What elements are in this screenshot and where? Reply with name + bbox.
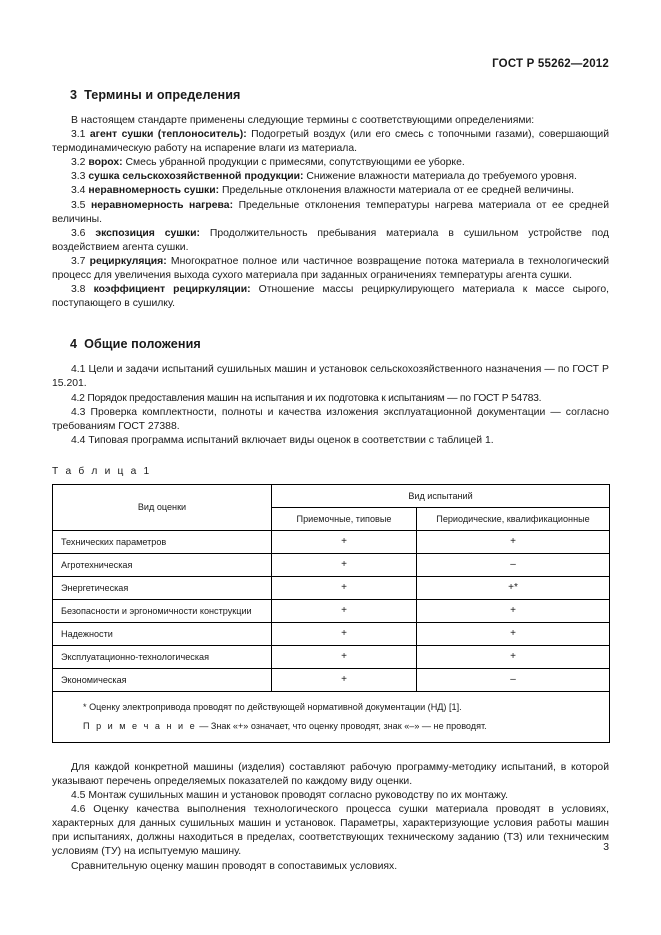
evaluation-types-table [52,484,610,743]
term-3-4 [52,184,609,198]
row-label: Надежности [53,622,272,645]
row-periodic-mark: + [417,622,610,645]
term-definition: Предельные отклонения влажности материала от ее средней величины. [222,185,575,197]
row-periodic-mark: +* [417,576,610,599]
row-label: Эксплуатационно-технологическая [53,645,272,668]
clause-4-2: 4.2 Порядок предоставления машин на испытания и их подготовка к испытаниям — по ГОСТ Р 54783. [71,392,542,404]
table-footnote-row [53,691,610,742]
clause-4-6: 4.6 Оценку качества выполнения технологического процесса сушки материала проводят в условиях, характерных для данных сушильных машин и установок. Параметры, характеризующие условия работы машин при испытаниях, должны находиться в пределах, соответствующих техническому заданию (ТЗ) или техническим условиям (ТУ) на испытуемую машину. [52,804,609,858]
term-num: 3.2 [71,157,86,169]
table-row [53,668,610,691]
table-row [53,645,610,668]
table-row [53,576,610,599]
term-num: 3.3 [71,171,86,183]
row-acceptance-mark: + [272,553,417,576]
table-footnote-text: * Оценку электропривода проводят по действующей нормативной документации (НД) [1]. [83,701,462,712]
term-label: рециркуляция: [89,255,167,267]
table-note-label: П р и м е ч а н и е [83,720,197,731]
term-3-8 [52,283,609,311]
term-label: коэффициент рециркуляции: [93,284,251,296]
term-3-7 [52,255,609,283]
table-row [53,599,610,622]
header-acceptance-typical: Приемочные, типовые [272,507,417,530]
header-periodic-qualification: Периодические, квалификационные [417,507,610,530]
para-comparative-evaluation: Сравнительную оценку машин проводят в сопоставимых условиях. [71,860,398,872]
section3-intro: В настоящем стандарте применены следующие термины с соответствующими определениями: [71,115,535,126]
row-acceptance-mark: + [272,530,417,553]
term-definition: Предельные отклонения температуры нагрева материала от ее средней величины. [52,199,610,225]
row-acceptance-mark: + [272,599,417,622]
clause-4-4: 4.4 Типовая программа испытаний включает виды оценок в соответствии с таблицей 1. [71,434,494,446]
term-3-5 [52,199,609,227]
section-number-4: 4 [70,337,78,352]
term-3-2 [52,156,609,170]
table-row [53,530,610,553]
term-label: экспозиция сушки: [95,227,200,239]
table-note-text: — Знак «+» означает, что оценку проводят, знак «–» — не проводят. [199,720,487,731]
row-label: Безопасности и эргономичности конструкции [53,599,272,622]
row-label: Агротехническая [53,553,272,576]
term-3-6 [52,227,609,255]
term-num: 3.6 [71,227,86,239]
term-num: 3.8 [71,284,86,296]
row-acceptance-mark: + [272,576,417,599]
clause-4-5: 4.5 Монтаж сушильных машин и установок проводят согласно руководству по их монтажу. [71,790,508,802]
term-definition: Отношение массы рециркулирующего материала к массе сырого, поступающего в сушилку. [52,284,610,310]
clause-4-1: 4.1 Цели и задачи испытаний сушильных машин и установок сельскохозяйственного назначения — по ГОСТ Р 15.201. [52,364,609,390]
row-periodic-mark: – [417,553,610,576]
term-definition: Подогретый воздух (или его смесь с топочными газами), совершающий термодинамическую работу на испарение влаги из материала. [52,129,609,155]
header-evaluation-type: Вид оценки [53,484,272,530]
running-header: ГОСТ Р 55262—2012 [492,58,609,70]
section-title-3: Термины и определения [84,88,241,102]
table-header-row-1 [53,484,610,507]
term-definition: Многократное полное или частичное возвращение потока материала в технологический процесс для увеличения выхода сухого материала при заданных ограничениях температуры агента сушки. [52,255,609,282]
table-footnote-cell [53,691,610,742]
term-num: 3.5 [71,199,86,211]
table-row [53,622,610,645]
page-content [52,88,609,874]
row-periodic-mark: + [417,530,610,553]
row-label: Экономическая [53,668,272,691]
para-after-table-1: Для каждой конкретной машины (изделия) составляют рабочую программу-методику испытаний, в которой указывают перечень определяемых показателей по каждому виду оценки. [52,761,609,787]
term-num: 3.7 [71,255,86,267]
row-acceptance-mark: + [272,668,417,691]
section-heading-4 [52,337,609,351]
page-number: 3 [603,842,609,853]
section-number-3: 3 [70,88,78,102]
table-row [53,553,610,576]
term-definition: Смесь убранной продукции с примесями, сопутствующими ее уборке. [125,157,465,169]
term-label: неравномерность сушки: [88,185,220,197]
row-acceptance-mark: + [272,622,417,645]
row-label: Технических параметров [53,530,272,553]
section-heading-3 [52,88,609,102]
table-caption: Т а б л и ц а 1 [52,465,152,477]
term-definition: Снижение влажности материала до требуемого уровня. [306,171,577,183]
header-test-type-group: Вид испытаний [272,484,610,507]
row-periodic-mark: + [417,645,610,668]
table-note [83,718,599,734]
term-num: 3.1 [71,129,86,141]
row-periodic-mark: + [417,599,610,622]
term-label: сушка сельскохозяйственной продукции: [88,171,304,183]
row-label: Энергетическая [53,576,272,599]
term-label: ворох: [88,157,123,169]
term-label: агент сушки (теплоноситель): [89,129,247,141]
term-3-1 [52,128,609,156]
section-title-4: Общие положения [84,337,201,352]
term-label: неравномерность нагрева: [90,199,234,211]
term-3-3 [52,170,609,184]
row-periodic-mark: – [417,668,610,691]
row-acceptance-mark: + [272,645,417,668]
term-num: 3.4 [71,185,86,197]
term-definition: Продолжительность пребывания материала в сушильном устройстве под воздействием агента сушки. [52,227,609,253]
clause-4-3: 4.3 Проверка комплектности, полноты и качества изложения эксплуатационной документации — согласно требованиям ГОСТ 27388. [52,406,609,432]
